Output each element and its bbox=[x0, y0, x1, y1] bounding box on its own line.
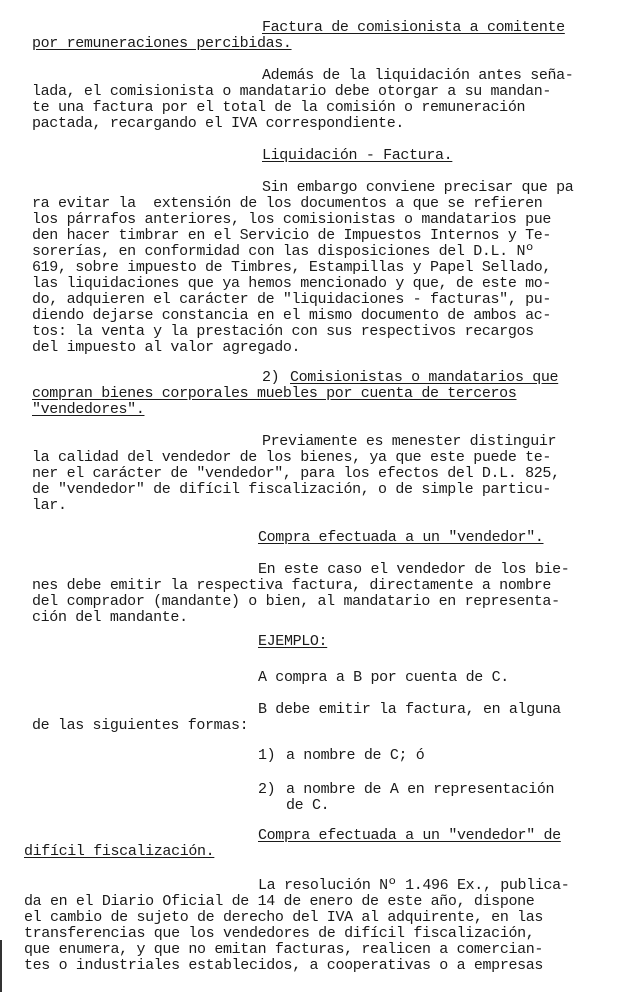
paragraph-line: lada, el comisionista o mandatario debe otorgar a su mandan- bbox=[32, 83, 552, 100]
paragraph-line: nes debe emitir la respectiva factura, directamente a nombre bbox=[32, 577, 552, 594]
paragraph-line: tos: la venta y la prestación con sus respectivos recargos bbox=[32, 323, 534, 340]
example-item-text: a nombre de C; ó bbox=[286, 747, 425, 764]
paragraph-line: el cambio de sujeto de derecho del IVA al adquirente, en las bbox=[24, 909, 544, 926]
example-line: A compra a B por cuenta de C. bbox=[258, 669, 509, 686]
section-number: 2) bbox=[262, 369, 280, 386]
paragraph-line: del impuesto al valor agregado. bbox=[32, 339, 301, 356]
heading-factura-comisionista-cont: por remuneraciones percibidas. bbox=[32, 35, 292, 52]
example-line: de las siguientes formas: bbox=[32, 717, 249, 734]
example-item-text: de C. bbox=[286, 797, 330, 814]
heading-compra-vendedor: Compra efectuada a un "vendedor". bbox=[258, 529, 544, 546]
paragraph-line: los párrafos anteriores, los comisionistas o mandatarios pue bbox=[32, 211, 552, 228]
heading-compra-dificil-fiscalizacion-cont: difícil fiscalización. bbox=[24, 843, 215, 860]
paragraph-line: diendo dejarse constancia en el mismo documento de ambos ac- bbox=[32, 307, 552, 324]
paragraph-line: Sin embargo conviene precisar que pa bbox=[262, 179, 574, 196]
paragraph-line: ra evitar la extensión de los documentos a que se refieren bbox=[32, 195, 543, 212]
heading-comisionistas-compran: Comisionistas o mandatarios que bbox=[290, 369, 559, 386]
example-line: B debe emitir la factura, en alguna bbox=[258, 701, 561, 718]
heading-comisionistas-compran-cont: compran bienes corporales muebles por cuenta de terceros bbox=[32, 385, 517, 402]
paragraph-line: pactada, recargando el IVA correspondiente. bbox=[32, 115, 405, 132]
heading-liquidacion-factura: Liquidación - Factura. bbox=[262, 147, 453, 164]
paragraph-line: transferencias que los vendedores de difícil fiscalización, bbox=[24, 925, 535, 942]
paragraph-line: do, adquieren el carácter de "liquidaciones - facturas", pu- bbox=[32, 291, 552, 308]
example-heading: EJEMPLO: bbox=[258, 633, 328, 650]
paragraph-line: de "vendedor" de difícil fiscalización, o de simple particu- bbox=[32, 481, 552, 498]
paragraph-line: sorerías, en conformidad con las disposiciones del D.L. Nº bbox=[32, 243, 534, 260]
paragraph-line: La resolución Nº 1.496 Ex., publica- bbox=[258, 877, 570, 894]
paragraph-line: la calidad del vendedor de los bienes, ya que este puede te- bbox=[32, 449, 552, 466]
example-item-label: 2) bbox=[258, 781, 276, 798]
paragraph-line: del comprador (mandante) o bien, al mandatario en representa- bbox=[32, 593, 560, 610]
paragraph-line: lar. bbox=[32, 497, 67, 514]
paragraph-line: Previamente es menester distinguir bbox=[262, 433, 557, 450]
heading-factura-comisionista: Factura de comisionista a comitente bbox=[262, 19, 565, 36]
example-item-text: a nombre de A en representación bbox=[286, 781, 555, 798]
paragraph-line: te una factura por el total de la comisión o remuneración bbox=[32, 99, 526, 116]
paragraph-line: den hacer timbrar en el Servicio de Impuestos Internos y Te- bbox=[32, 227, 552, 244]
paragraph-line: ción del mandante. bbox=[32, 609, 188, 626]
heading-compra-dificil-fiscalizacion: Compra efectuada a un "vendedor" de bbox=[258, 827, 561, 844]
heading-comisionistas-compran-cont: "vendedores". bbox=[32, 401, 145, 418]
paragraph-line: tes o industriales establecidos, a cooperativas o a empresas bbox=[24, 957, 544, 974]
paragraph-line: que enumera, y que no emitan facturas, realicen a comercian- bbox=[24, 941, 544, 958]
paragraph-line: las liquidaciones que ya hemos mencionado y que, de este mo- bbox=[32, 275, 552, 292]
example-item-label: 1) bbox=[258, 747, 276, 764]
scan-edge-mark bbox=[0, 940, 2, 992]
paragraph-line: Además de la liquidación antes seña- bbox=[262, 67, 574, 84]
paragraph-line: ner el carácter de "vendedor", para los efectos del D.L. 825, bbox=[32, 465, 560, 482]
paragraph-line: da en el Diario Oficial de 14 de enero de este año, dispone bbox=[24, 893, 535, 910]
paragraph-line: En este caso el vendedor de los bie- bbox=[258, 561, 570, 578]
paragraph-line: 619, sobre impuesto de Timbres, Estampillas y Papel Sellado, bbox=[32, 259, 552, 276]
